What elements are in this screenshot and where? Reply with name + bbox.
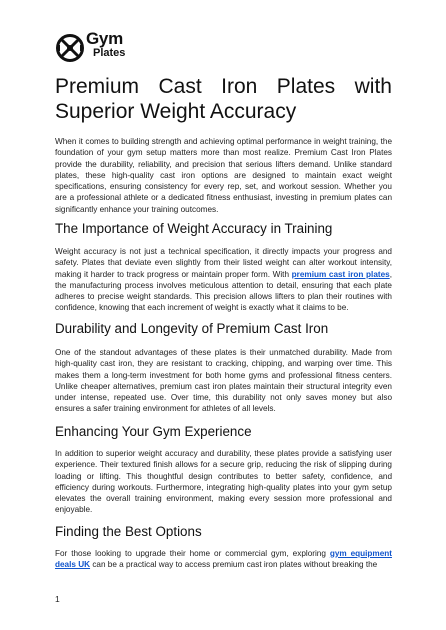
title-line-1: Premium Cast Iron Plates with [55,75,392,98]
section-heading-durability: Durability and Longevity of Premium Cast Iron [55,321,329,336]
barbell-plate-icon [55,33,85,63]
premium-cast-iron-plates-link[interactable]: premium cast iron plates [291,269,390,279]
brand-logo [55,30,145,66]
title-line-2: Superior Weight Accuracy [55,100,297,123]
paragraph-text: For those looking to upgrade their home or commercial gym, exploring [55,549,330,558]
section-paragraph-best-options [55,548,392,571]
section-paragraph-durability: One of the standout advantages of these plates is their unmatched durability. Made from high-quality cast iron, they are resistant to cracking, chipping, and warping over time. This makes them a long-term investment for both home gyms and professional fitness centers. Unlike cheaper alternatives, premium cast iron plates maintain their structural integrity even under intense, repeated use. Over time, this durability not only saves money but also ensures a safer training environment for athletes of all levels. [55,348,392,414]
paragraph-text: can be a practical way to access premium cast iron plates without breaking the [90,560,378,570]
section-heading-weight-accuracy: The Importance of Weight Accuracy in Training [55,221,333,236]
section-heading-gym-experience: Enhancing Your Gym Experience [55,424,252,439]
paragraph-text: , the manufacturing process involves meticulous attention to detail, ensuring that each plate adheres to precise weight standards. This precision allows lifters to plan their routines with confidence, knowing that each increment of weight is exactly what it claims to be. [55,269,392,313]
intro-paragraph: When it comes to building strength and achieving optimal performance in weight training, the foundation of your gym setup matters more than most realize. Premium Cast Iron Plates provide the durability, reliability, and precision that serious lifters demand. Unlike standard plates, these high-quality cast iron options are designed to maintain exact weight specifications, ensuring consistency for every rep, set, and workout session. Whether you are a professional athlete or a dedicated fitness enthusiast, investing in premium plates can significantly enhance your training outcomes. [55,137,392,214]
logo-text-primary: Gym [86,29,123,48]
section-paragraph-gym-experience: In addition to superior weight accuracy and durability, these plates provide a satisfying user experience. Their textured finish allows for a secure grip, reducing the risk of slipping during loading or lifting. This thoughtful design contributes to better safety, confidence, and efficiency during workouts. Furthermore, integrating high-quality plates into your gym setup elevates the overall training environment, making every session more professional and enjoyable. [55,449,392,515]
section-heading-best-options: Finding the Best Options [55,524,202,539]
page-title [55,74,392,124]
paragraph-text: Weight accuracy is not just a technical specification, it directly impacts your progress and safety. Plates that deviate even slightly from their listed weight can alter workout intensity, making it harder to track progress or maintain proper form. With [55,247,392,279]
gym-equipment-deals-link[interactable]: gym equipment deals UK [55,549,392,570]
page-number: 1 [55,594,60,604]
logo-text-secondary: Plates [93,47,126,59]
section-paragraph-weight-accuracy [55,246,392,314]
